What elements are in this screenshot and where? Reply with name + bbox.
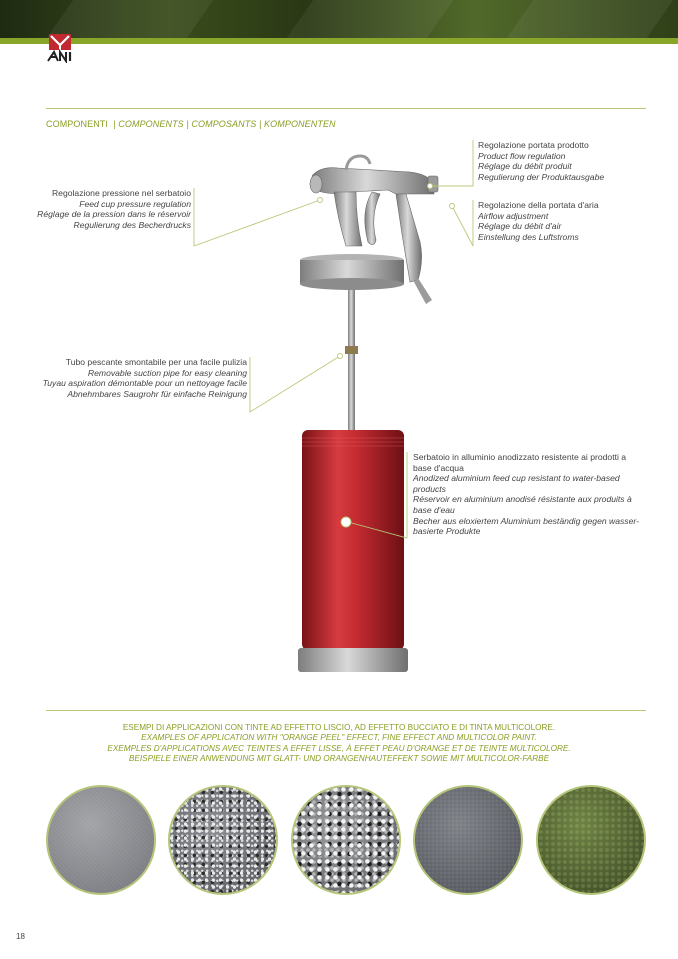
callout-text-it: Serbatoio in alluminio anodizzato resistente ai prodotti a base d'acqua bbox=[413, 452, 627, 473]
callout-text-it: Regolazione pressione nel serbatoio bbox=[51, 188, 191, 198]
callout-text-fr: Réglage de la pression dans le réservoir bbox=[37, 209, 191, 220]
examples-divider bbox=[46, 710, 646, 711]
callout-product-flow bbox=[478, 140, 604, 182]
callout-airflow bbox=[478, 200, 599, 242]
callout-suction bbox=[43, 357, 247, 399]
header-banner bbox=[0, 0, 678, 44]
swatch-multicolor-coarse bbox=[291, 785, 401, 895]
section-divider bbox=[46, 108, 646, 109]
callout-text-fr: Tuyau aspiration démontable pour un nettoyage facile bbox=[42, 378, 247, 389]
callout-text-it: Regolazione portata prodotto bbox=[478, 140, 589, 150]
callout-text-en: Airflow adjustment bbox=[478, 210, 549, 221]
spray-gun-illustration bbox=[290, 150, 450, 680]
examples-text-de: BEISPIELE EINER ANWENDUNG MIT GLATT- UND ORANGENHAUTEFFEKT SOWIE MIT MULTICOLOR-FARBE bbox=[128, 753, 550, 763]
swatch-smooth-grey bbox=[46, 785, 156, 895]
callout-text-fr: Réglage du débit produit bbox=[478, 161, 572, 172]
callout-text-de: Becher aus eloxiertem Aluminium beständig gegen wasser-basierte Produkte bbox=[413, 515, 639, 537]
header-decoration bbox=[287, 0, 454, 38]
examples-text-en: EXAMPLES OF APPLICATION WITH "ORANGE PEEL" EFFECT, FINE EFFECT AND MULTICOLOR PAINT. bbox=[141, 733, 537, 743]
swatch-green-orange-peel bbox=[536, 785, 646, 895]
callout-tank bbox=[413, 452, 645, 537]
callout-text-de: Regulierung der Produktausgabe bbox=[478, 171, 605, 182]
swatch-multicolor-fine bbox=[168, 785, 278, 895]
section-title-translations: COMPONENTS | COMPOSANTS | KOMPONENTEN bbox=[118, 119, 336, 129]
callout-text-it: Regolazione della portata d'aria bbox=[478, 200, 599, 210]
callout-text-fr: Réservoir en aluminium anodisé résistante aux produits à base d'eau bbox=[413, 494, 632, 515]
callout-text-en: Removable suction pipe for easy cleaning bbox=[87, 367, 247, 378]
callout-text-en: Anodized aluminium feed cup resistant to water-based products bbox=[413, 473, 620, 494]
callout-pressure bbox=[37, 188, 191, 230]
swatch-grey-orange-peel bbox=[413, 785, 523, 895]
callout-text-it: Tubo pescante smontabile per una facile pulizia bbox=[65, 357, 247, 367]
page-number: 18 bbox=[16, 932, 25, 941]
brand-logo bbox=[46, 33, 76, 63]
examples-text-it: ESEMPI DI APPLICAZIONI CON TINTE AD EFFETTO LISCIO, AD EFFETTO BUCCIATO E DI TINTA MULTICOLORE. bbox=[122, 723, 556, 732]
callout-text-de: Regulierung des Becherdrucks bbox=[73, 219, 191, 230]
examples-heading bbox=[0, 723, 678, 764]
callout-text-fr: Réglage du débit d'air bbox=[478, 221, 562, 232]
header-decoration bbox=[507, 0, 674, 38]
section-title: COMPONENTI | COMPONENTS | COMPOSANTS | KOMPONENTEN bbox=[46, 119, 336, 129]
callout-text-en: Feed cup pressure regulation bbox=[79, 198, 191, 209]
callout-text-en: Product flow regulation bbox=[478, 150, 566, 161]
callout-text-de: Einstellung des Luftstroms bbox=[478, 231, 579, 242]
section-title-main: COMPONENTI bbox=[46, 119, 109, 129]
header-stripe bbox=[0, 38, 678, 44]
examples-text-fr: EXEMPLES D'APPLICATIONS AVEC TEINTES A EFFET LISSE, À EFFET PEAU D'ORANGE ET DE TEINTE MULTICOLORE. bbox=[107, 743, 571, 753]
callout-text-de: Abnehmbares Saugrohr für einfache Reinigung bbox=[67, 388, 247, 399]
